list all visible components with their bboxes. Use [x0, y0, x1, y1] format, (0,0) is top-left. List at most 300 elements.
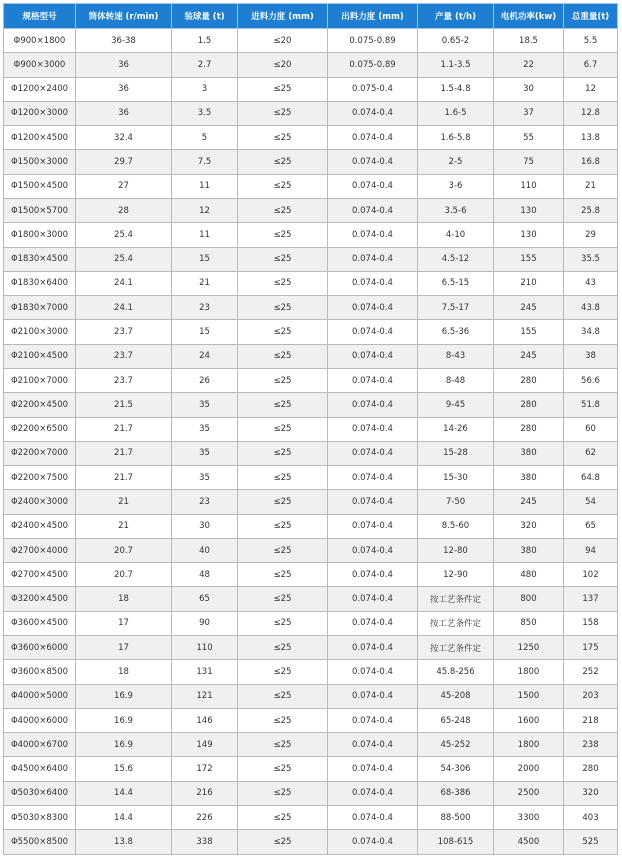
cell-total-weight: 29: [564, 223, 618, 247]
cell-feed-size: ≤25: [238, 587, 328, 611]
table-row: [4, 563, 618, 587]
table-row: [4, 757, 618, 781]
cell-model: Φ4500×6400: [4, 757, 76, 781]
cell-speed: 14.4: [76, 806, 172, 830]
cell-model: Φ4000×5000: [4, 684, 76, 708]
cell-model: Φ3600×6000: [4, 636, 76, 660]
cell-discharge-size: 0.074-0.4: [328, 684, 418, 708]
cell-feed-size: ≤25: [238, 466, 328, 490]
cell-capacity: 7-50: [418, 490, 494, 514]
cell-speed: 25.4: [76, 223, 172, 247]
cell-motor-power: 850: [494, 611, 564, 635]
cell-ball-load: 3: [172, 77, 238, 101]
cell-discharge-size: 0.074-0.4: [328, 223, 418, 247]
cell-total-weight: 43: [564, 271, 618, 295]
cell-model: Φ1830×6400: [4, 271, 76, 295]
cell-total-weight: 102: [564, 563, 618, 587]
cell-feed-size: ≤25: [238, 393, 328, 417]
table-row: [4, 368, 618, 392]
table-row: [4, 271, 618, 295]
cell-motor-power: 380: [494, 466, 564, 490]
cell-ball-load: 7.5: [172, 150, 238, 174]
cell-total-weight: 158: [564, 611, 618, 635]
cell-model: Φ1830×4500: [4, 247, 76, 271]
cell-speed: 18: [76, 587, 172, 611]
cell-speed: 36: [76, 77, 172, 101]
cell-discharge-size: 0.074-0.4: [328, 466, 418, 490]
cell-capacity: 15-28: [418, 441, 494, 465]
cell-motor-power: 280: [494, 368, 564, 392]
cell-feed-size: ≤25: [238, 636, 328, 660]
cell-discharge-size: 0.075-0.89: [328, 29, 418, 53]
table-row: [4, 296, 618, 320]
table-row: [4, 320, 618, 344]
cell-model: Φ2100×7000: [4, 368, 76, 392]
cell-speed: 23.7: [76, 320, 172, 344]
cell-feed-size: ≤25: [238, 344, 328, 368]
cell-capacity: 0.65-2: [418, 29, 494, 53]
cell-discharge-size: 0.074-0.4: [328, 320, 418, 344]
cell-motor-power: 1800: [494, 660, 564, 684]
header-ball-load: 装球量 (t): [172, 4, 238, 29]
cell-feed-size: ≤25: [238, 77, 328, 101]
cell-motor-power: 4500: [494, 830, 564, 855]
cell-total-weight: 238: [564, 733, 618, 757]
cell-discharge-size: 0.074-0.4: [328, 660, 418, 684]
cell-total-weight: 525: [564, 830, 618, 855]
cell-ball-load: 21: [172, 271, 238, 295]
cell-ball-load: 15: [172, 247, 238, 271]
cell-feed-size: ≤25: [238, 126, 328, 150]
cell-total-weight: 43.8: [564, 296, 618, 320]
cell-total-weight: 203: [564, 684, 618, 708]
cell-ball-load: 23: [172, 490, 238, 514]
cell-feed-size: ≤25: [238, 684, 328, 708]
cell-discharge-size: 0.074-0.4: [328, 417, 418, 441]
cell-ball-load: 26: [172, 368, 238, 392]
cell-total-weight: 320: [564, 781, 618, 805]
cell-feed-size: ≤20: [238, 29, 328, 53]
cell-capacity: 按工艺条件定: [418, 611, 494, 635]
cell-discharge-size: 0.074-0.4: [328, 198, 418, 222]
cell-discharge-size: 0.074-0.4: [328, 247, 418, 271]
header-model: 规格型号: [4, 4, 76, 29]
cell-ball-load: 23: [172, 296, 238, 320]
cell-discharge-size: 0.074-0.4: [328, 611, 418, 635]
cell-discharge-size: 0.074-0.4: [328, 344, 418, 368]
cell-feed-size: ≤25: [238, 417, 328, 441]
cell-model: Φ1200×2400: [4, 77, 76, 101]
table-row: [4, 101, 618, 125]
cell-speed: 18: [76, 660, 172, 684]
cell-total-weight: 25.8: [564, 198, 618, 222]
cell-total-weight: 6.7: [564, 53, 618, 77]
cell-model: Φ1200×3000: [4, 101, 76, 125]
cell-speed: 21.7: [76, 417, 172, 441]
cell-ball-load: 24: [172, 344, 238, 368]
cell-model: Φ2200×4500: [4, 393, 76, 417]
cell-total-weight: 13.8: [564, 126, 618, 150]
table-row: [4, 490, 618, 514]
cell-capacity: 1.5-4.8: [418, 77, 494, 101]
cell-motor-power: 210: [494, 271, 564, 295]
cell-speed: 16.9: [76, 708, 172, 732]
cell-discharge-size: 0.074-0.4: [328, 101, 418, 125]
cell-capacity: 6.5-36: [418, 320, 494, 344]
cell-feed-size: ≤25: [238, 198, 328, 222]
cell-feed-size: ≤25: [238, 490, 328, 514]
cell-model: Φ1500×4500: [4, 174, 76, 198]
cell-discharge-size: 0.075-0.89: [328, 53, 418, 77]
cell-model: Φ2400×3000: [4, 490, 76, 514]
cell-total-weight: 12.8: [564, 101, 618, 125]
cell-capacity: 4.5-12: [418, 247, 494, 271]
cell-capacity: 14-26: [418, 417, 494, 441]
cell-speed: 21: [76, 514, 172, 538]
cell-capacity: 7.5-17: [418, 296, 494, 320]
header-total-weight: 总重量(t): [564, 4, 618, 29]
cell-ball-load: 216: [172, 781, 238, 805]
cell-ball-load: 110: [172, 636, 238, 660]
spec-table: [3, 3, 618, 855]
cell-ball-load: 121: [172, 684, 238, 708]
cell-motor-power: 480: [494, 563, 564, 587]
cell-speed: 20.7: [76, 563, 172, 587]
cell-model: Φ2200×7000: [4, 441, 76, 465]
cell-model: Φ1830×7000: [4, 296, 76, 320]
cell-total-weight: 94: [564, 538, 618, 562]
cell-motor-power: 155: [494, 320, 564, 344]
cell-motor-power: 1250: [494, 636, 564, 660]
cell-motor-power: 1500: [494, 684, 564, 708]
cell-ball-load: 149: [172, 733, 238, 757]
cell-motor-power: 55: [494, 126, 564, 150]
table-row: [4, 393, 618, 417]
cell-speed: 27: [76, 174, 172, 198]
cell-feed-size: ≤25: [238, 320, 328, 344]
table-row: [4, 660, 618, 684]
cell-total-weight: 51.8: [564, 393, 618, 417]
cell-capacity: 3-6: [418, 174, 494, 198]
table-row: [4, 29, 618, 53]
cell-total-weight: 175: [564, 636, 618, 660]
cell-speed: 24.1: [76, 296, 172, 320]
cell-feed-size: ≤25: [238, 368, 328, 392]
header-speed: 筒体转速 (r/min): [76, 4, 172, 29]
cell-ball-load: 48: [172, 563, 238, 587]
table-row: [4, 708, 618, 732]
cell-feed-size: ≤25: [238, 660, 328, 684]
header-discharge-size: 出料力度 (mm): [328, 4, 418, 29]
cell-discharge-size: 0.074-0.4: [328, 806, 418, 830]
cell-model: Φ900×1800: [4, 29, 76, 53]
cell-model: Φ2200×7500: [4, 466, 76, 490]
cell-ball-load: 3.5: [172, 101, 238, 125]
cell-ball-load: 1.5: [172, 29, 238, 53]
cell-capacity: 6.5-15: [418, 271, 494, 295]
cell-feed-size: ≤25: [238, 806, 328, 830]
cell-motor-power: 380: [494, 441, 564, 465]
cell-model: Φ1800×3000: [4, 223, 76, 247]
cell-capacity: 8-43: [418, 344, 494, 368]
table-row: [4, 684, 618, 708]
cell-motor-power: 245: [494, 296, 564, 320]
cell-total-weight: 38: [564, 344, 618, 368]
table-row: [4, 587, 618, 611]
cell-discharge-size: 0.074-0.4: [328, 830, 418, 855]
cell-ball-load: 11: [172, 223, 238, 247]
table-row: [4, 538, 618, 562]
cell-motor-power: 130: [494, 223, 564, 247]
cell-discharge-size: 0.074-0.4: [328, 368, 418, 392]
cell-total-weight: 62: [564, 441, 618, 465]
cell-total-weight: 12: [564, 77, 618, 101]
cell-ball-load: 15: [172, 320, 238, 344]
cell-capacity: 9-45: [418, 393, 494, 417]
cell-motor-power: 1800: [494, 733, 564, 757]
cell-speed: 17: [76, 611, 172, 635]
cell-model: Φ3600×4500: [4, 611, 76, 635]
cell-motor-power: 2000: [494, 757, 564, 781]
cell-discharge-size: 0.074-0.4: [328, 296, 418, 320]
cell-capacity: 45-252: [418, 733, 494, 757]
table-row: [4, 417, 618, 441]
cell-discharge-size: 0.074-0.4: [328, 538, 418, 562]
table-row: [4, 636, 618, 660]
cell-discharge-size: 0.074-0.4: [328, 150, 418, 174]
cell-speed: 25.4: [76, 247, 172, 271]
cell-feed-size: ≤25: [238, 781, 328, 805]
cell-speed: 13.8: [76, 830, 172, 855]
cell-capacity: 4-10: [418, 223, 494, 247]
cell-capacity: 15-30: [418, 466, 494, 490]
cell-feed-size: ≤25: [238, 101, 328, 125]
cell-model: Φ4000×6000: [4, 708, 76, 732]
cell-model: Φ1200×4500: [4, 126, 76, 150]
cell-motor-power: 75: [494, 150, 564, 174]
cell-ball-load: 30: [172, 514, 238, 538]
cell-ball-load: 65: [172, 587, 238, 611]
cell-feed-size: ≤25: [238, 247, 328, 271]
cell-feed-size: ≤25: [238, 174, 328, 198]
cell-speed: 15.6: [76, 757, 172, 781]
cell-feed-size: ≤25: [238, 514, 328, 538]
table-row: [4, 126, 618, 150]
cell-ball-load: 35: [172, 393, 238, 417]
cell-discharge-size: 0.074-0.4: [328, 708, 418, 732]
table-row: [4, 781, 618, 805]
table-row: [4, 830, 618, 855]
cell-capacity: 8-48: [418, 368, 494, 392]
cell-capacity: 2-5: [418, 150, 494, 174]
cell-motor-power: 245: [494, 490, 564, 514]
cell-feed-size: ≤25: [238, 611, 328, 635]
table-row: [4, 806, 618, 830]
table-row: [4, 223, 618, 247]
cell-feed-size: ≤25: [238, 223, 328, 247]
cell-total-weight: 252: [564, 660, 618, 684]
cell-capacity: 45-208: [418, 684, 494, 708]
cell-total-weight: 56.6: [564, 368, 618, 392]
table-row: [4, 514, 618, 538]
cell-capacity: 按工艺条件定: [418, 587, 494, 611]
cell-motor-power: 155: [494, 247, 564, 271]
cell-discharge-size: 0.074-0.4: [328, 271, 418, 295]
cell-speed: 24.1: [76, 271, 172, 295]
table-row: [4, 611, 618, 635]
cell-model: Φ1500×3000: [4, 150, 76, 174]
cell-model: Φ2700×4000: [4, 538, 76, 562]
cell-model: Φ2700×4500: [4, 563, 76, 587]
cell-motor-power: 245: [494, 344, 564, 368]
cell-model: Φ2200×6500: [4, 417, 76, 441]
cell-model: Φ5030×6400: [4, 781, 76, 805]
cell-capacity: 1.6-5.8: [418, 126, 494, 150]
cell-feed-size: ≤25: [238, 708, 328, 732]
cell-ball-load: 5: [172, 126, 238, 150]
cell-speed: 20.7: [76, 538, 172, 562]
cell-speed: 16.9: [76, 733, 172, 757]
cell-capacity: 65-248: [418, 708, 494, 732]
cell-model: Φ2400×4500: [4, 514, 76, 538]
cell-feed-size: ≤25: [238, 757, 328, 781]
cell-motor-power: 110: [494, 174, 564, 198]
table-row: [4, 77, 618, 101]
header-feed-size: 进料力度 (mm): [238, 4, 328, 29]
cell-model: Φ3200×4500: [4, 587, 76, 611]
cell-discharge-size: 0.075-0.4: [328, 77, 418, 101]
cell-motor-power: 3300: [494, 806, 564, 830]
cell-capacity: 108-615: [418, 830, 494, 855]
header-row: [4, 4, 618, 29]
cell-total-weight: 403: [564, 806, 618, 830]
cell-speed: 29.7: [76, 150, 172, 174]
cell-total-weight: 21: [564, 174, 618, 198]
header-capacity: 产量 (t/h): [418, 4, 494, 29]
cell-speed: 28: [76, 198, 172, 222]
cell-total-weight: 5.5: [564, 29, 618, 53]
cell-motor-power: 18.5: [494, 29, 564, 53]
cell-feed-size: ≤25: [238, 296, 328, 320]
cell-ball-load: 131: [172, 660, 238, 684]
cell-model: Φ1500×5700: [4, 198, 76, 222]
cell-ball-load: 12: [172, 198, 238, 222]
cell-speed: 21: [76, 490, 172, 514]
cell-capacity: 按工艺条件定: [418, 636, 494, 660]
cell-ball-load: 90: [172, 611, 238, 635]
table-row: [4, 344, 618, 368]
table-row: [4, 247, 618, 271]
cell-total-weight: 54: [564, 490, 618, 514]
cell-total-weight: 16.8: [564, 150, 618, 174]
table-row: [4, 53, 618, 77]
cell-discharge-size: 0.074-0.4: [328, 126, 418, 150]
cell-feed-size: ≤25: [238, 150, 328, 174]
cell-discharge-size: 0.074-0.4: [328, 757, 418, 781]
cell-discharge-size: 0.074-0.4: [328, 781, 418, 805]
table-row: [4, 733, 618, 757]
cell-speed: 36-38: [76, 29, 172, 53]
cell-capacity: 68-386: [418, 781, 494, 805]
cell-total-weight: 218: [564, 708, 618, 732]
cell-capacity: 88-500: [418, 806, 494, 830]
cell-motor-power: 22: [494, 53, 564, 77]
cell-ball-load: 338: [172, 830, 238, 855]
cell-feed-size: ≤25: [238, 538, 328, 562]
header-motor-power: 电机功率(kw): [494, 4, 564, 29]
cell-feed-size: ≤25: [238, 271, 328, 295]
cell-model: Φ900×3000: [4, 53, 76, 77]
cell-model: Φ2100×3000: [4, 320, 76, 344]
cell-speed: 17: [76, 636, 172, 660]
cell-motor-power: 130: [494, 198, 564, 222]
cell-motor-power: 2500: [494, 781, 564, 805]
cell-capacity: 8.5-60: [418, 514, 494, 538]
cell-discharge-size: 0.074-0.4: [328, 514, 418, 538]
cell-speed: 14.4: [76, 781, 172, 805]
table-body: [4, 29, 618, 855]
cell-feed-size: ≤25: [238, 563, 328, 587]
table-row: [4, 441, 618, 465]
cell-capacity: 54-306: [418, 757, 494, 781]
cell-feed-size: ≤25: [238, 830, 328, 855]
cell-speed: 21.5: [76, 393, 172, 417]
cell-motor-power: 1600: [494, 708, 564, 732]
cell-motor-power: 37: [494, 101, 564, 125]
cell-total-weight: 137: [564, 587, 618, 611]
cell-discharge-size: 0.074-0.4: [328, 636, 418, 660]
cell-speed: 21.7: [76, 441, 172, 465]
cell-total-weight: 35.5: [564, 247, 618, 271]
cell-ball-load: 35: [172, 417, 238, 441]
cell-total-weight: 34.8: [564, 320, 618, 344]
cell-total-weight: 280: [564, 757, 618, 781]
cell-speed: 23.7: [76, 368, 172, 392]
table-row: [4, 466, 618, 490]
table-row: [4, 150, 618, 174]
cell-speed: 23.7: [76, 344, 172, 368]
cell-motor-power: 800: [494, 587, 564, 611]
cell-speed: 21.7: [76, 466, 172, 490]
cell-feed-size: ≤20: [238, 53, 328, 77]
cell-ball-load: 11: [172, 174, 238, 198]
table-header: [4, 4, 618, 29]
cell-speed: 36: [76, 53, 172, 77]
cell-ball-load: 35: [172, 466, 238, 490]
cell-discharge-size: 0.074-0.4: [328, 441, 418, 465]
table-row: [4, 198, 618, 222]
cell-capacity: 12-90: [418, 563, 494, 587]
cell-feed-size: ≤25: [238, 733, 328, 757]
cell-motor-power: 280: [494, 417, 564, 441]
cell-motor-power: 280: [494, 393, 564, 417]
cell-speed: 32.4: [76, 126, 172, 150]
cell-discharge-size: 0.074-0.4: [328, 490, 418, 514]
cell-ball-load: 40: [172, 538, 238, 562]
cell-motor-power: 380: [494, 538, 564, 562]
cell-ball-load: 172: [172, 757, 238, 781]
cell-discharge-size: 0.074-0.4: [328, 393, 418, 417]
cell-capacity: 1.1-3.5: [418, 53, 494, 77]
cell-capacity: 3.5-6: [418, 198, 494, 222]
cell-discharge-size: 0.074-0.4: [328, 587, 418, 611]
cell-discharge-size: 0.074-0.4: [328, 733, 418, 757]
table-row: [4, 174, 618, 198]
cell-feed-size: ≤25: [238, 441, 328, 465]
cell-ball-load: 226: [172, 806, 238, 830]
cell-capacity: 45.8-256: [418, 660, 494, 684]
cell-total-weight: 64.8: [564, 466, 618, 490]
